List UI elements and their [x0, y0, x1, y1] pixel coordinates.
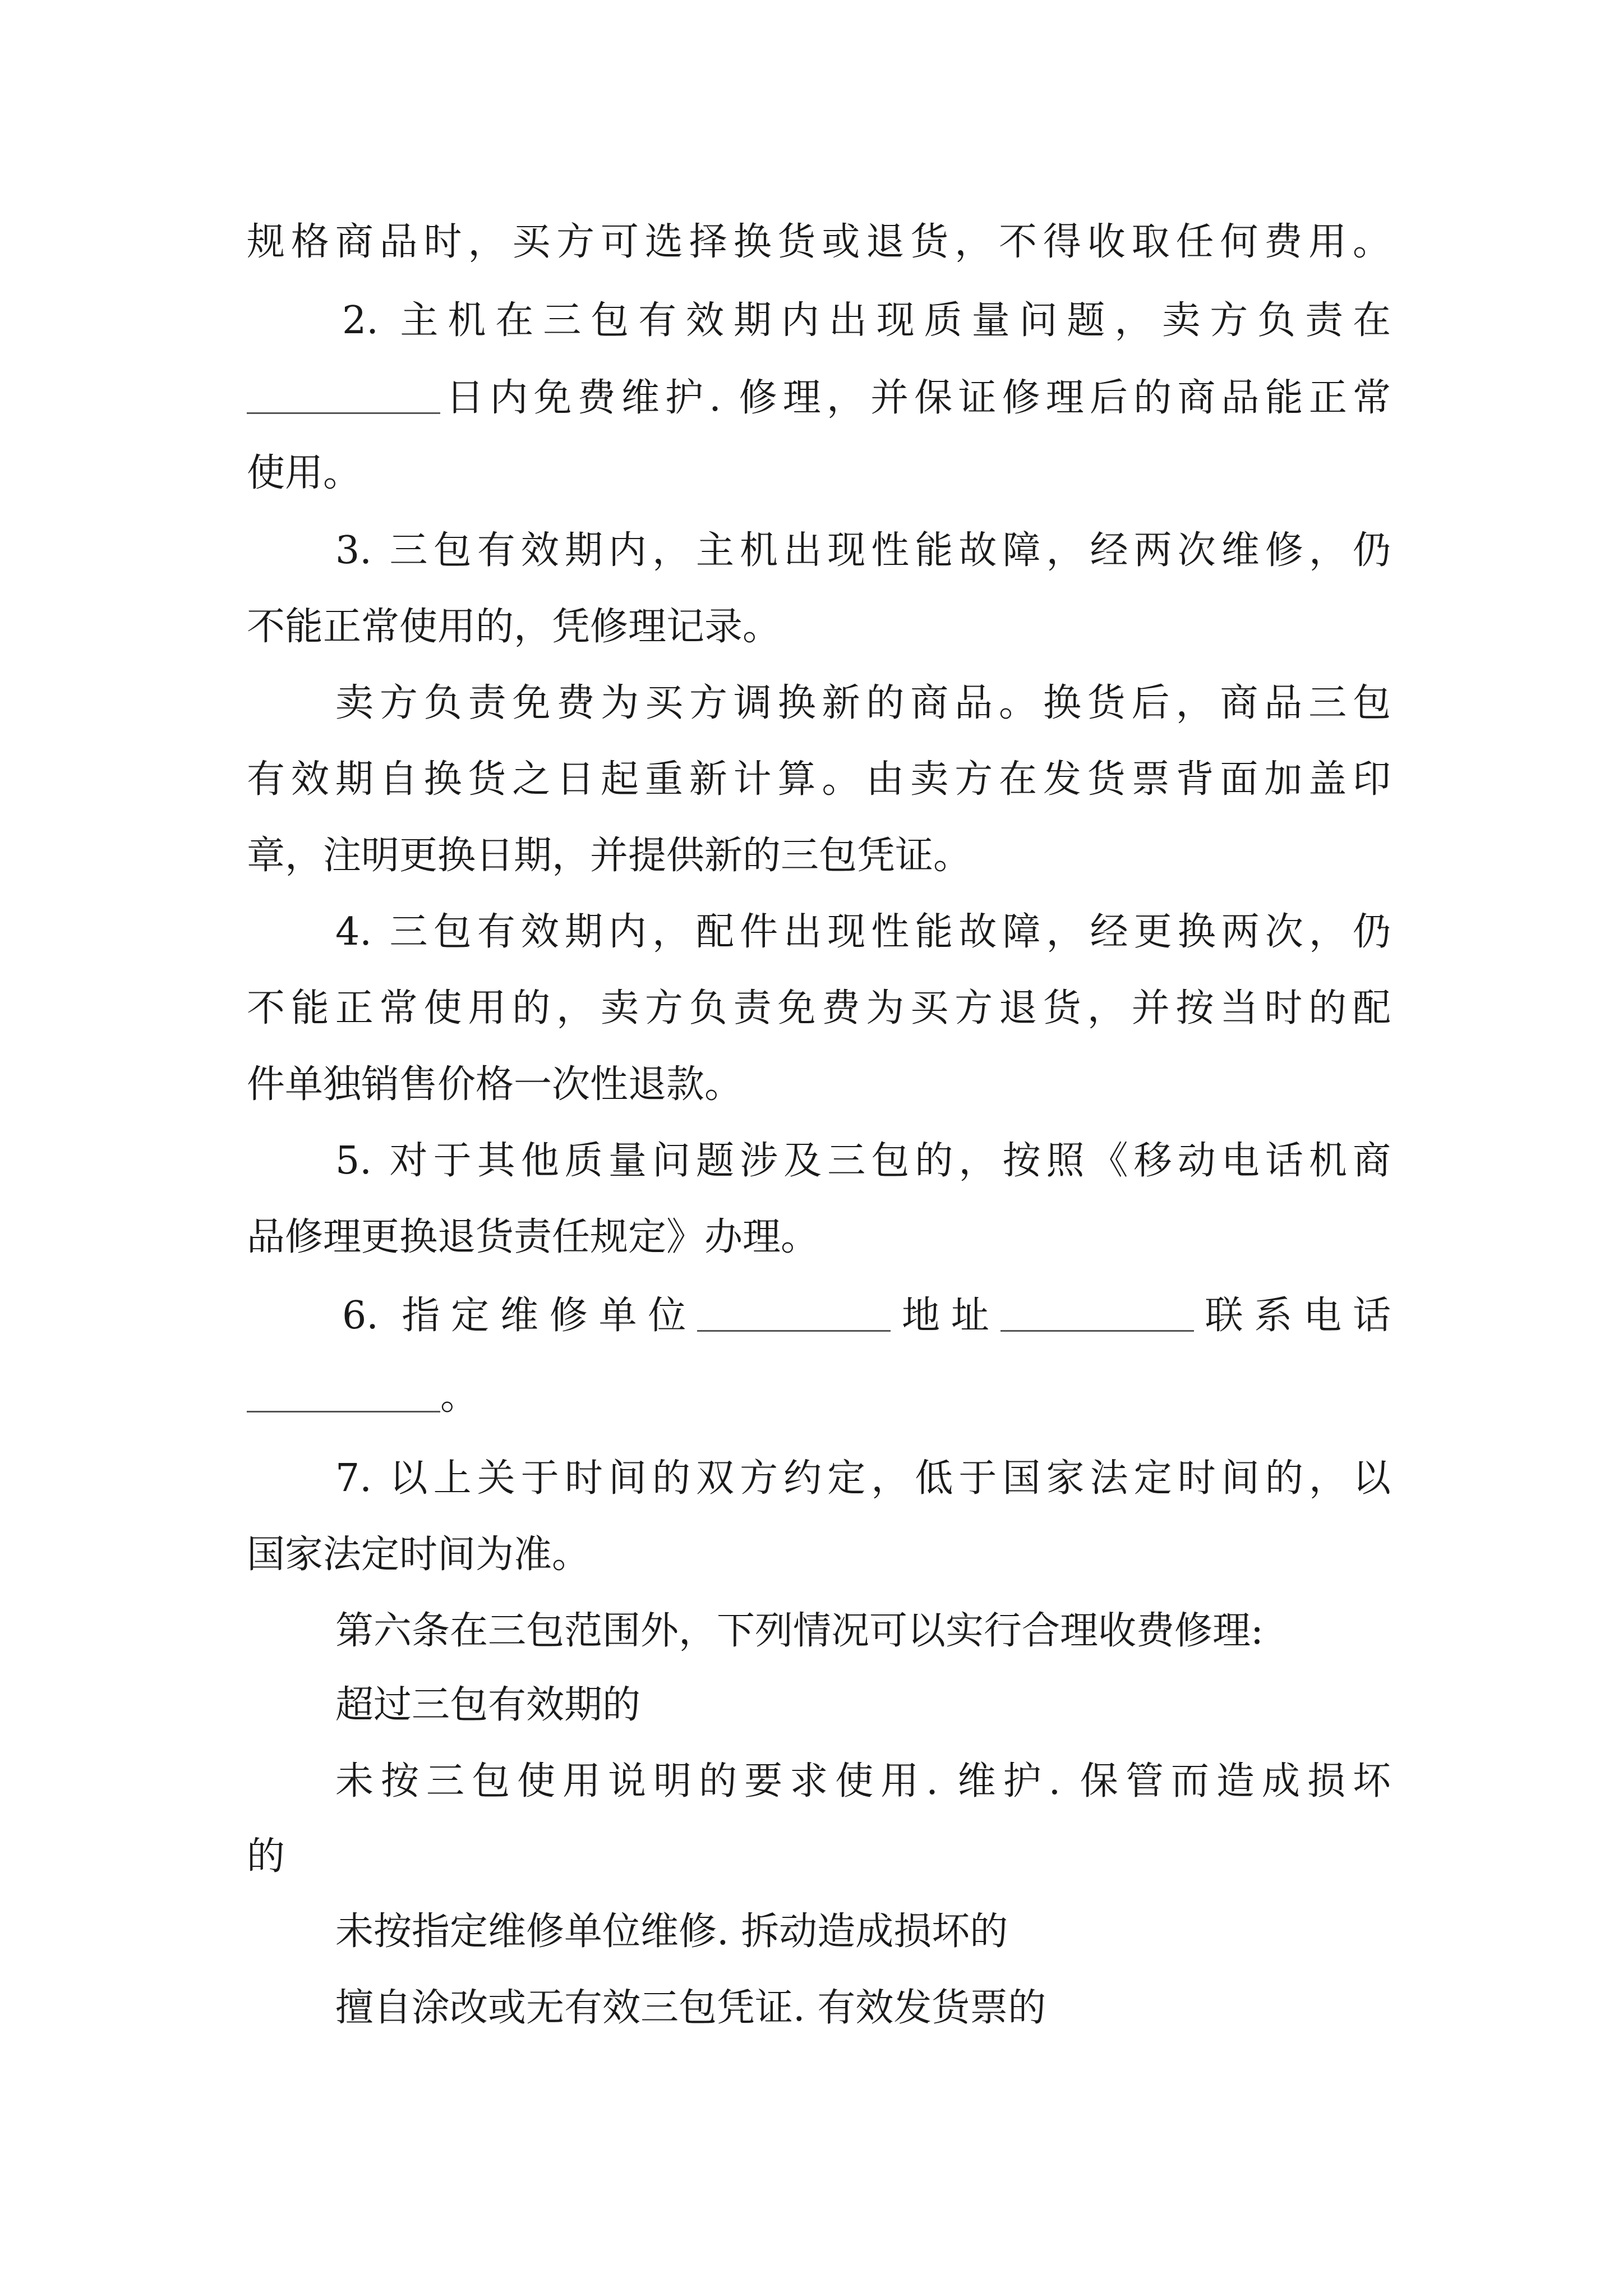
clause-7-line: 7. 以上关于时间的双方约定，低于国家法定时间的，以 — [335, 1456, 1391, 1501]
fill-in-blank[interactable] — [1000, 1330, 1194, 1332]
text-line: 不能正常使用的，凭修理记录。 — [247, 605, 781, 649]
text-line: 规格商品时，买方可选择换货或退货，不得收取任何费用。 — [247, 220, 1391, 264]
fill-in-blank[interactable] — [247, 1411, 440, 1412]
clause-2-line: 2. 主机在三包有效期内出现质量问题，卖方负责在 — [342, 298, 1391, 343]
text-segment: 。 — [440, 1374, 479, 1419]
text-line — [247, 1372, 1391, 1421]
text-line: 不能正常使用的，卖方负责免费为买方退货，并按当时的配 — [247, 986, 1391, 1030]
paragraph-line: 卖方负责免费为买方调换新的商品。换货后，商品三包 — [335, 681, 1391, 725]
clause-4-line: 4. 三包有效期内，配件出现性能故障，经更换两次，仍 — [335, 910, 1391, 954]
text-segment: 联系电话 — [1193, 1294, 1391, 1338]
clause-5-line: 5. 对于其他质量问题涉及三包的，按照《移动电话机商 — [335, 1139, 1391, 1183]
text-line: 件单独销售价格一次性退款。 — [247, 1062, 743, 1107]
text-line — [247, 374, 1391, 423]
text-line: 使用。 — [247, 451, 362, 495]
text-segment: 日内免费维护. 修理，并保证修理后的商品能正常 — [440, 376, 1391, 420]
list-item: 超过三包有效期的 — [335, 1683, 641, 1727]
list-item: 擅自涂改或无有效三包凭证. 有效发货票的 — [335, 1986, 1046, 2030]
list-item: 未按三包使用说明的要求使用. 维护. 保管而造成损坏 — [335, 1759, 1391, 1803]
fill-in-blank[interactable] — [697, 1330, 891, 1332]
fill-in-blank[interactable] — [247, 412, 440, 414]
article-6-line: 第六条在三包范围外，下列情况可以实行合理收费修理: — [335, 1609, 1264, 1653]
text-line: 品修理更换退货责任规定》办理。 — [247, 1215, 819, 1259]
text-line: 国家法定时间为准。 — [247, 1533, 591, 1577]
text-line: 章，注明更换日期，并提供新的三包凭证。 — [247, 834, 972, 878]
text-line: 有效期自换货之日起重新计算。由卖方在发货票背面加盖印 — [247, 757, 1391, 802]
clause-6-line — [342, 1291, 1391, 1341]
list-item: 未按指定维修单位维修. 拆动造成损坏的 — [335, 1910, 1008, 1954]
text-segment: 6. 指定维修单位 — [342, 1294, 698, 1338]
text-line: 的 — [247, 1834, 285, 1879]
text-segment: 地址 — [891, 1294, 1000, 1338]
clause-3-line: 3. 三包有效期内，主机出现性能故障，经两次维修，仍 — [335, 528, 1391, 573]
